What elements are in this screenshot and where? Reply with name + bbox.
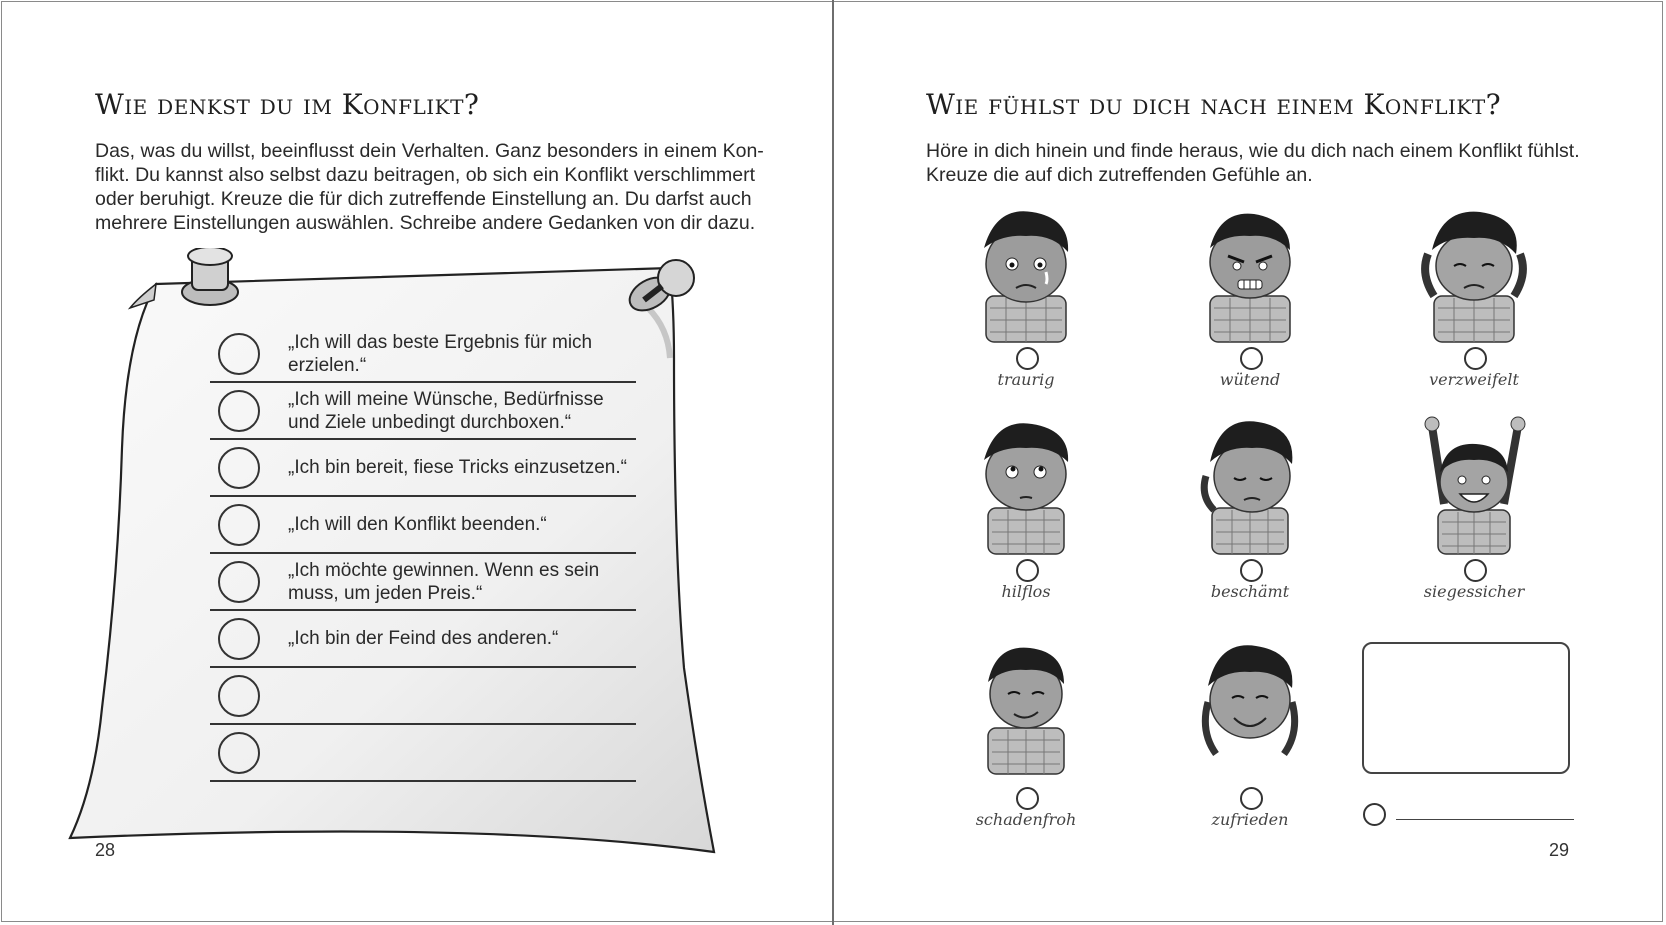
left-page-heading: Wie denkst du im Konflikt? bbox=[95, 88, 480, 121]
feeling-hilflos[interactable] bbox=[946, 416, 1106, 636]
feeling-checkbox[interactable] bbox=[1016, 559, 1039, 582]
feeling-label: hilflos bbox=[1001, 582, 1051, 601]
intro-line: Kreuze die auf dich zutreffenden Gefühle an. bbox=[926, 164, 1313, 186]
checkbox-circle[interactable] bbox=[218, 504, 260, 546]
right-page-heading: Wie fühlst du dich nach einem Konflikt? bbox=[926, 88, 1502, 121]
statement-text: „Ich bin der Feind des anderen.“ bbox=[288, 628, 559, 649]
statement-text: „Ich will das beste Ergebnis für mich erzielen.“ bbox=[288, 331, 593, 376]
page-number-right: 29 bbox=[1549, 840, 1570, 860]
feeling-checkbox[interactable] bbox=[1240, 347, 1263, 370]
feeling-beschaemt[interactable] bbox=[1170, 416, 1330, 636]
sad-boy-icon bbox=[966, 204, 1086, 344]
left-page bbox=[0, 0, 832, 925]
statement-row[interactable] bbox=[210, 554, 636, 611]
checkbox-circle[interactable] bbox=[218, 333, 260, 375]
statement-row[interactable] bbox=[210, 326, 636, 383]
feeling-label: wütend bbox=[1219, 370, 1281, 389]
checkbox-circle[interactable] bbox=[218, 618, 260, 660]
intro-line: flikt. Du kannst also selbst dazu beitragen, ob sich ein Konflikt verschlimmert bbox=[95, 164, 756, 186]
right-page-intro bbox=[926, 139, 1580, 187]
feeling-label: siegessicher bbox=[1423, 582, 1525, 601]
checkbox-circle[interactable] bbox=[218, 675, 260, 717]
feeling-wuetend[interactable] bbox=[1170, 204, 1330, 424]
desperate-boy-icon bbox=[1414, 204, 1534, 344]
checkbox-circle[interactable] bbox=[218, 390, 260, 432]
page-number-left: 28 bbox=[95, 840, 116, 860]
custom-feeling-write-line[interactable] bbox=[1396, 819, 1574, 820]
pushpin-icon bbox=[182, 248, 238, 305]
statement-text: „Ich möchte gewinnen. Wenn es sein muss, um jeden Preis.“ bbox=[288, 559, 600, 604]
statement-row[interactable] bbox=[210, 383, 636, 440]
statement-row-blank[interactable] bbox=[210, 725, 636, 782]
statement-text: „Ich will den Konflikt beenden.“ bbox=[288, 514, 547, 535]
feeling-checkbox[interactable] bbox=[1240, 787, 1263, 810]
statement-row[interactable] bbox=[210, 440, 636, 497]
feeling-label: traurig bbox=[997, 370, 1055, 389]
intro-line: Höre in dich hinein und finde heraus, wie du dich nach einem Konflikt fühlst. bbox=[926, 140, 1580, 162]
content-boy-icon bbox=[1190, 642, 1310, 782]
custom-feeling-drawing-box[interactable] bbox=[1362, 642, 1570, 774]
feeling-label: zufrieden bbox=[1211, 810, 1289, 829]
statement-text: „Ich will meine Wünsche, Bedürfnisse und Ziele unbedingt durchboxen.“ bbox=[288, 388, 604, 433]
intro-line: Das, was du willst, beeinflusst dein Verhalten. Ganz besonders in einem Kon- bbox=[95, 140, 764, 162]
gloating-boy-icon bbox=[966, 642, 1086, 782]
feeling-verzweifelt[interactable] bbox=[1394, 204, 1554, 424]
statement-row[interactable] bbox=[210, 497, 636, 554]
statement-text: „Ich bin bereit, fiese Tricks einzusetzen.“ bbox=[288, 457, 627, 478]
left-page-intro bbox=[95, 139, 764, 235]
ashamed-boy-icon bbox=[1190, 416, 1310, 556]
statement-row-blank[interactable] bbox=[210, 668, 636, 725]
feeling-siegessicher[interactable] bbox=[1394, 416, 1554, 636]
feeling-checkbox[interactable] bbox=[1464, 559, 1487, 582]
feeling-checkbox[interactable] bbox=[1016, 787, 1039, 810]
intro-line: mehrere Einstellungen auswählen. Schreibe andere Gedanken von dir dazu. bbox=[95, 212, 756, 234]
intro-line: oder beruhigt. Kreuze die für dich zutreffende Einstellung an. Du darfst auch bbox=[95, 188, 752, 210]
page-gutter bbox=[832, 0, 834, 925]
feeling-checkbox[interactable] bbox=[1464, 347, 1487, 370]
statement-row[interactable] bbox=[210, 611, 636, 668]
triumphant-boy-icon bbox=[1414, 416, 1534, 556]
checkbox-circle[interactable] bbox=[218, 447, 260, 489]
feeling-checkbox[interactable] bbox=[1240, 559, 1263, 582]
statement-list bbox=[210, 326, 636, 782]
feeling-checkbox[interactable] bbox=[1016, 347, 1039, 370]
checkbox-circle[interactable] bbox=[218, 732, 260, 774]
feeling-schadenfroh[interactable] bbox=[946, 642, 1106, 862]
angry-boy-icon bbox=[1190, 204, 1310, 344]
custom-feeling-checkbox[interactable] bbox=[1363, 803, 1386, 826]
feeling-label: beschämt bbox=[1210, 582, 1290, 601]
feeling-label: schadenfroh bbox=[975, 810, 1077, 829]
checkbox-circle[interactable] bbox=[218, 561, 260, 603]
feeling-traurig[interactable] bbox=[946, 204, 1106, 424]
feeling-zufrieden[interactable] bbox=[1170, 642, 1330, 862]
feeling-label: verzweifelt bbox=[1429, 370, 1519, 389]
helpless-boy-icon bbox=[966, 416, 1086, 556]
